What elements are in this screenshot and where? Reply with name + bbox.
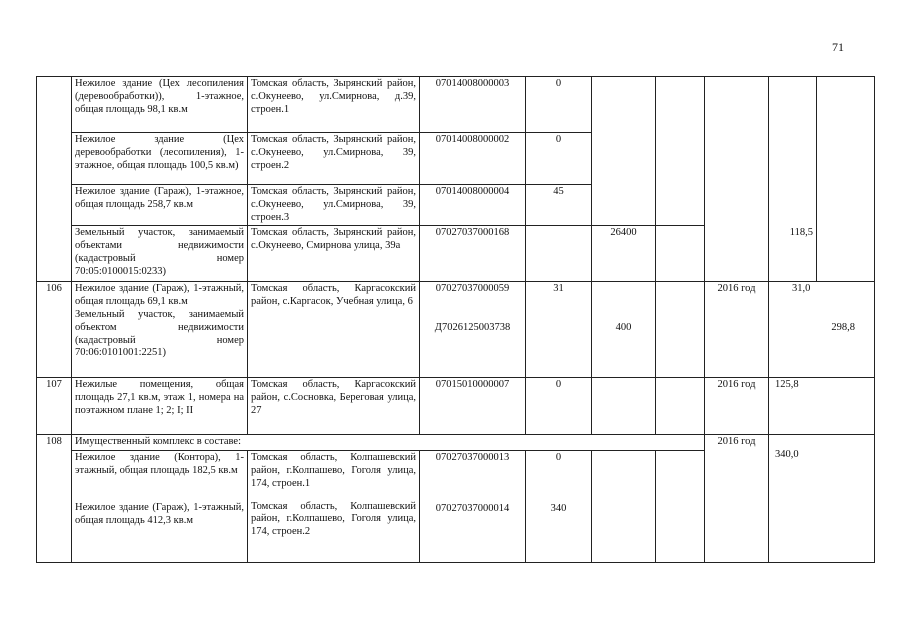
- price-cell: [769, 185, 817, 226]
- address-cell: Томская область, Зырянский район, с.Окунеево, ул.Смирнова, 39, строен.3: [248, 185, 420, 226]
- table-row: [37, 435, 875, 451]
- cadastral-cell: 07027037000168: [420, 226, 526, 282]
- price-cell: [769, 77, 817, 133]
- price-cell: [769, 133, 817, 185]
- complex-title-cell: Имущественный комплекс в составе:: [72, 435, 705, 451]
- area-cell: [592, 77, 656, 133]
- cadastral-cell: [420, 282, 526, 378]
- price-cell: [769, 435, 875, 563]
- cadastral-cell: 07014008000003: [420, 77, 526, 133]
- object-name-text: Нежилое здание (Гараж), 1-этажный, общая площадь 412,3 кв.м: [75, 501, 244, 526]
- value-cell: 45: [526, 185, 592, 226]
- object-name-text: Нежилое здание (Контора), 1-этажный, общая площадь 182,5 кв.м: [75, 452, 244, 476]
- cadastral-text: 07027037000014: [435, 502, 510, 514]
- year-cell: 2016 год: [705, 282, 769, 378]
- row-number-cell: [37, 77, 72, 282]
- area-cell: [592, 133, 656, 185]
- property-table: [36, 76, 875, 563]
- address-text: Томская область, Колпашевский район, г.Колпашево, Гоголя улица, 174, строен.1: [251, 452, 416, 489]
- empty-cell: [656, 451, 705, 563]
- empty-cell: [656, 282, 705, 378]
- cadastral-text: 07027037000059: [435, 283, 510, 295]
- address-cell: Томская область, Каргасокский район, с.Каргасок, Учебная улица, 6: [248, 282, 420, 378]
- object-name-cell: Земельный участок, занимаемый объектами недвижимости (кадастровый номер 70:05:0100015:0233): [72, 226, 248, 282]
- empty-cell: [817, 77, 875, 282]
- object-name-cell: [72, 451, 248, 563]
- object-name-cell: Нежилое здание (Цех лесопиления (деревообработки)), 1-этажное, общая площадь 98,1 кв.м: [72, 77, 248, 133]
- value-cell: [526, 451, 592, 563]
- address-cell: Томская область, Зырянский район, с.Окунеево, Смирнова улица, 39а: [248, 226, 420, 282]
- empty-cell: [656, 77, 705, 226]
- address-cell: Томская область, Зырянский район, с.Окунеево, ул.Смирнова, д.39, строен.1: [248, 77, 420, 133]
- address-text: Томская область, Колпашевский район, г.Колпашево, Гоголя улица, 174, строен.2: [251, 500, 416, 538]
- table-row: [37, 282, 875, 378]
- object-name-cell: Нежилое здание (Цех деревообработки (лесопиления), 1-этажное, общая площадь 100,5 кв.м): [72, 133, 248, 185]
- area-cell: [592, 282, 656, 378]
- year-cell: 2016 год: [705, 378, 769, 435]
- price-text: 125,8: [775, 379, 799, 391]
- object-name-text: Нежилое здание (Гараж), 1-этажный, общая площадь 69,1 кв.м: [75, 283, 244, 308]
- price-cell: [769, 378, 875, 435]
- object-name-cell: Нежилые помещения, общая площадь 27,1 кв.м, этаж 1, номера на поэтажном плане 1; 2; I; II: [72, 378, 248, 435]
- price-text: 340,0: [775, 449, 799, 461]
- price-cell: 118,5: [769, 226, 817, 282]
- empty-cell: [656, 378, 705, 435]
- empty-cell: [656, 226, 705, 282]
- value-text: 340: [550, 502, 567, 514]
- price-text: 31,0: [792, 283, 811, 295]
- row-number-cell: 108: [37, 435, 72, 563]
- cadastral-cell: 07015010000007: [420, 378, 526, 435]
- area-cell: [592, 378, 656, 435]
- row-number-cell: 107: [37, 378, 72, 435]
- value-cell: 0: [526, 133, 592, 185]
- area-cell: 26400: [592, 226, 656, 282]
- address-cell: Томская область, Каргасокский район, с.Сосновка, Береговая улица, 27: [248, 378, 420, 435]
- object-name-cell: Нежилое здание (Гараж), 1-этажное, общая площадь 258,7 кв.м: [72, 185, 248, 226]
- table-row: [37, 77, 875, 133]
- year-cell: [705, 77, 769, 282]
- price-cell: [769, 282, 875, 378]
- cadastral-cell: 07014008000002: [420, 133, 526, 185]
- object-name-cell: [72, 282, 248, 378]
- area-cell: [592, 451, 656, 563]
- cadastral-text: 07027037000013: [435, 452, 510, 464]
- value-cell: 0: [526, 378, 592, 435]
- value-text: 0: [555, 452, 562, 464]
- value-cell: 0: [526, 77, 592, 133]
- table-row: [37, 378, 875, 435]
- area-text: 400: [615, 322, 632, 334]
- page-number: 71: [832, 40, 844, 54]
- address-cell: [248, 451, 420, 563]
- address-cell: Томская область, Зырянский район, с.Окунеево, ул.Смирнова, 39, строен.2: [248, 133, 420, 185]
- year-cell: 2016 год: [705, 435, 769, 563]
- area-cell: [592, 185, 656, 226]
- cadastral-text: Д7026125003738: [434, 322, 511, 334]
- value-cell: [526, 226, 592, 282]
- value-cell: 31: [526, 282, 592, 378]
- cadastral-cell: [420, 451, 526, 563]
- price-text: 298,8: [831, 322, 855, 334]
- object-name-text: Земельный участок, занимаемый объектом недвижимости (кадастровый номер 70:06:0101001:2251): [75, 308, 244, 359]
- cadastral-cell: 07014008000004: [420, 185, 526, 226]
- row-number-cell: 106: [37, 282, 72, 378]
